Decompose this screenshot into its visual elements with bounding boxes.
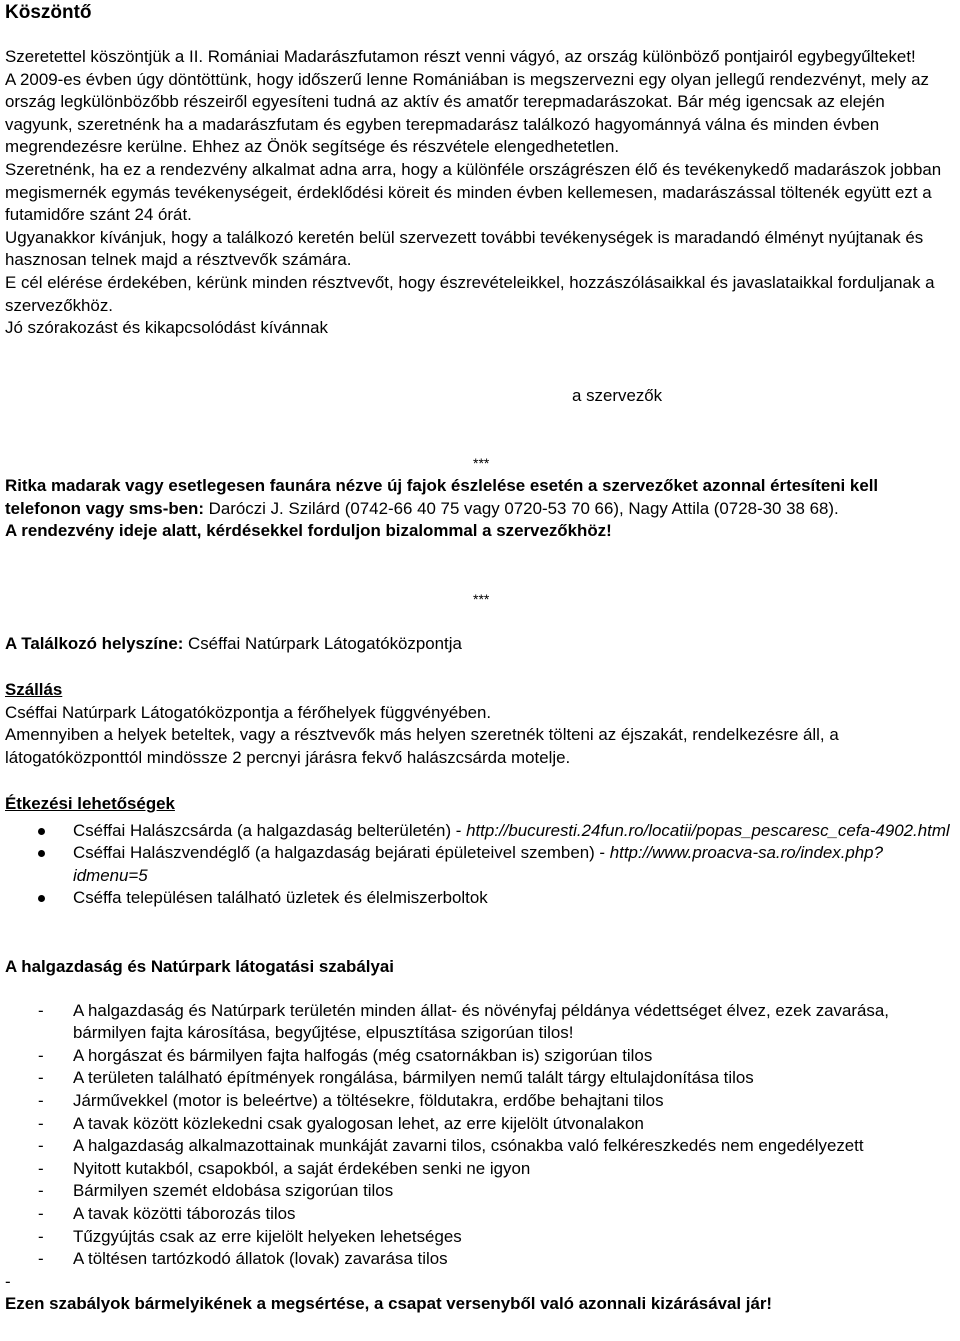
page-title: Köszöntő [5,2,92,23]
bullet-icon [38,850,45,857]
rare-birds-notice [5,475,957,520]
lodging-heading: Szállás [5,680,63,699]
dining-item-1: Cséffai Halászcsárda (a halgazdaság belterületén) - http://bucuresti.24fun.ro/locatii/popas_pescaresc_cefa-4902.html [5,820,957,843]
dining-link-1[interactable]: http://bucuresti.24fun.ro/locatii/popas_pescaresc_cefa-4902.html [466,820,950,840]
bullet-icon [38,895,45,902]
rules-list [5,1000,957,1294]
rule-item: - Tűzgyújtás csak az erre kijelölt helyeken lehetséges [38,1226,462,1246]
questions-notice: A rendezvény ideje alatt, kérdésekkel forduljon bizalommal a szervezőkhöz! [5,521,612,541]
rare-birds-bold: Ritka madarak vagy esetlegesen faunára nézve új fajok észlelése esetén a szervezőket azonnal értesíteni kell telefonon vagy sms-ben: [5,476,879,518]
rule-item: - A területen található építmények rongálása, bármilyen nemű talált tárgy eltulajdonítása tilos [38,1068,754,1088]
rules-footer: Ezen szabályok bármelyikének a megsértése, a csapat versenyből való azonnali kizárásával jár! [5,1294,773,1314]
rule-item: - Bármilyen szemét eldobása szigorúan tilos [38,1181,394,1201]
rule-item: - A töltésen tartózkodó állatok (lovak) zavarása tilos [38,1249,448,1269]
rule-item: - Járművekkel (motor is beleértve) a töltésekre, földutakra, erdőbe behajtani tilos [38,1090,664,1110]
venue-section [5,633,957,656]
intro-paragraph-2: A 2009-es évben úgy döntöttünk, hogy időszerű lenne Romániában is megszervezni egy olyan jellegű rendezvényt, mely az ország legkülönbözőbb részeiről egyesíteni tudná az aktív és amatőr terepmadarászokat. Bár még igencsak az elején vagyunk, szeretnénk ha a madarászfutam és egyben terepmadarász találkozó hagyománnyá válna és minden évben megrendezésre kerülne. Ehhez az Önök segítsége és részvétele elengedhetetlen. [5,69,929,157]
lodging-section [5,679,957,769]
intro-paragraph-6: Jó szórakozást és kikapcsolódást kívánnak [5,318,328,338]
lodging-line-1: Cséffai Natúrpark Látogatóközpontja a férőhelyek függvényében. [5,702,492,722]
rule-item: - A halgazdaság alkalmazottainak munkáját zavarni tilos, csónakba való felkéreszkedés nem engedélyezett [38,1136,864,1156]
rule-item: - A tavak között közlekedni csak gyalogosan lehet, az erre kijelölt útvonalakon [38,1113,644,1133]
venue-value: Cséffai Natúrpark Látogatóközpontja [183,634,462,653]
separator-1: *** [473,455,490,471]
dining-item-3: Cséffa településen található üzletek és élelmiszerboltok [5,887,957,910]
venue-label: A Találkozó helyszíne: [5,634,184,653]
rules-heading: A halgazdaság és Natúrpark látogatási szabályai [5,957,394,976]
rule-item: - [5,1271,11,1291]
signature: a szervezők [572,386,663,405]
rule-item: - A tavak közötti táborozás tilos [38,1203,296,1223]
dining-item-2: Cséffai Halászvendéglő (a halgazdaság bejárati épületeivel szemben) - http://www.proacva-sa.ro/index.php?idmenu=5 [5,842,957,887]
intro-paragraph-5: E cél elérése érdekében, kérünk minden résztvevőt, hogy észrevételeikkel, hozzászólásaikkal és javaslataikkal forduljanak a szervezőkhöz. [5,272,935,315]
intro-paragraph-3: Szeretnénk, ha ez a rendezvény alkalmat adna arra, hogy a különféle országrészen élő és tevékenykedő madarászok jobban megismernék egymás tevékenységeit, érdeklődési köreit és minden évben kellemesen, madarászással töltenék együtt ezt a futamidőre szánt 24 órát. [5,159,942,225]
dining-link-2[interactable]: http://www.proacva-sa.ro/index.php?idmenu=5 [73,843,883,885]
separator-2: *** [473,591,490,607]
rule-item: - A halgazdaság és Natúrpark területén minden állat- és növényfaj példánya védettséget élvez, ezek zavarása, bármilyen fajta károsítása, begyűjtése, elpusztítása szigorúan tilos! [38,1000,889,1043]
intro-section [5,46,957,340]
rare-birds-contacts: Daróczi J. Szilárd (0742-66 40 75 vagy 0720-53 70 66), Nagy Attila (0728-30 38 68). [203,498,839,518]
rules-section [5,956,957,1316]
bullet-icon [38,828,45,835]
intro-paragraph-1: Szeretettel köszöntjük a II. Romániai Madarászfutamon részt venni vágyó, az ország különböző pontjairól egybegyűlteket! [5,47,916,66]
lodging-line-2: Amennyiben a helyek beteltek, vagy a résztvevők más helyen szeretnék tölteni az éjszakát, rendelkezésre áll, a látogatóközponttól mindössze 2 percnyi járásra fekvő halászcsárda motelje. [5,725,839,767]
rare-birds-section [5,475,957,543]
rule-item: - Nyitott kutakból, csapokból, a saját érdekében senki ne igyon [38,1158,531,1178]
rule-item: - A horgászat és bármilyen fajta halfogás (még csatornákban is) szigorúan tilos [38,1045,653,1065]
dining-section [5,793,957,910]
intro-paragraph-4: Ugyanakkor kívánjuk, hogy a találkozó keretén belül szervezett további tevékenységek is maradandó élményt nyújtanak és hasznosan telnek majd a résztvevők számára. [5,227,924,270]
dining-heading: Étkezési lehetőségek [5,794,175,813]
dining-list [5,820,957,910]
